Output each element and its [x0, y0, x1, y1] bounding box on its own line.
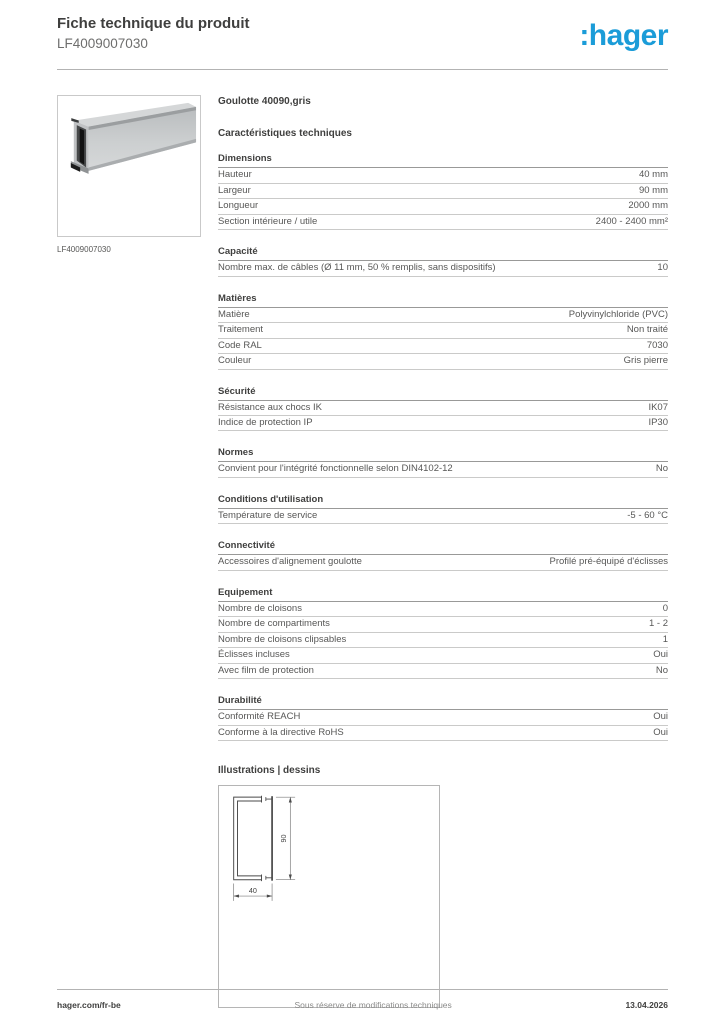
- spec-value: 7030: [646, 339, 668, 351]
- spec-label: Avec film de protection: [218, 664, 314, 676]
- product-image: [57, 95, 201, 237]
- spec-row: [218, 633, 668, 648]
- trunking-render-image: [58, 96, 200, 236]
- spec-row: [218, 215, 668, 230]
- spec-row: [218, 416, 668, 431]
- footer-disclaimer: Sous réserve de modifications techniques: [294, 1000, 452, 1010]
- technical-drawing: [218, 785, 440, 1008]
- spec-label: Longueur: [218, 200, 259, 212]
- spec-value: 0: [662, 602, 668, 614]
- drawing-height-label: 90: [279, 834, 288, 843]
- footer-website: hager.com/fr-be: [57, 1000, 121, 1010]
- spec-value: Profilé pré-équipé d'éclisses: [549, 556, 668, 568]
- spec-section: [218, 153, 668, 230]
- spec-label: Matière: [218, 308, 250, 320]
- spec-row: [218, 401, 668, 416]
- product-reference: LF4009007030: [57, 35, 148, 51]
- illustrations-heading: Illustrations | dessins: [218, 765, 321, 777]
- specs-heading: Caractéristiques techniques: [218, 128, 352, 140]
- spec-section: [218, 695, 668, 741]
- spec-row: [218, 617, 668, 632]
- hager-logo: :hager: [579, 19, 668, 52]
- spec-section: [218, 540, 668, 570]
- document-footer: [0, 989, 724, 1024]
- spec-value: IK07: [648, 401, 668, 413]
- spec-value: Gris pierre: [623, 355, 668, 367]
- spec-row: [218, 555, 668, 570]
- spec-value: IP30: [648, 416, 668, 428]
- spec-label: Nombre de cloisons clipsables: [218, 633, 347, 645]
- spec-value: 2000 mm: [628, 200, 668, 212]
- spec-section: [218, 587, 668, 679]
- spec-row: [218, 509, 668, 524]
- spec-row: [218, 199, 668, 214]
- spec-label: Nombre de compartiments: [218, 618, 330, 630]
- spec-value: Oui: [653, 726, 668, 738]
- spec-section-title: Matières: [218, 293, 668, 308]
- spec-row: [218, 664, 668, 679]
- spec-label: Résistance aux chocs IK: [218, 401, 323, 413]
- spec-label: Nombre de cloisons: [218, 602, 302, 614]
- spec-value: Oui: [653, 711, 668, 723]
- spec-row: [218, 602, 668, 617]
- spec-value: 90 mm: [638, 184, 668, 196]
- spec-sections: [218, 153, 668, 741]
- spec-section-title: Conditions d'utilisation: [218, 494, 668, 509]
- spec-section: [218, 494, 668, 524]
- spec-section: [218, 386, 668, 432]
- footer-row: [0, 990, 724, 1024]
- spec-label: Largeur: [218, 184, 251, 196]
- spec-value: Non traité: [626, 324, 668, 336]
- spec-label: Indice de protection IP: [218, 416, 313, 428]
- content: [0, 70, 724, 1008]
- spec-row: [218, 323, 668, 338]
- cross-section-drawing: [226, 791, 322, 907]
- spec-label: Traitement: [218, 324, 264, 336]
- product-details-column: [218, 95, 668, 1008]
- spec-value: No: [655, 463, 668, 475]
- spec-label: Éclisses incluses: [218, 649, 290, 661]
- spec-row: [218, 308, 668, 323]
- spec-row: [218, 261, 668, 276]
- spec-label: Section intérieure / utile: [218, 215, 318, 227]
- drawing-width-label: 40: [248, 886, 257, 896]
- footer-date: 13.04.2026: [625, 1000, 668, 1010]
- spec-label: Code RAL: [218, 339, 262, 351]
- spec-section-title: Equipement: [218, 587, 668, 602]
- spec-section: [218, 246, 668, 276]
- product-name: Goulotte 40090,gris: [218, 96, 311, 108]
- spec-row: [218, 726, 668, 741]
- spec-value: 2400 - 2400 mm²: [595, 215, 668, 227]
- spec-section: [218, 447, 668, 477]
- spec-value: 1 - 2: [648, 618, 668, 630]
- product-image-column: [57, 95, 201, 1008]
- spec-label: Température de service: [218, 509, 318, 521]
- spec-value: 40 mm: [638, 169, 668, 181]
- spec-label: Convient pour l'intégrité fonctionnelle selon DIN4102-12: [218, 463, 453, 475]
- document-title: Fiche technique du produit: [57, 15, 250, 32]
- spec-row: [218, 184, 668, 199]
- spec-section-title: Durabilité: [218, 695, 668, 710]
- spec-row: [218, 354, 668, 369]
- document-header: [0, 0, 724, 52]
- product-image-caption: LF4009007030: [57, 245, 111, 255]
- spec-label: Nombre max. de câbles (Ø 11 mm, 50 % remplis, sans dispositifs): [218, 262, 496, 274]
- spec-label: Accessoires d'alignement goulotte: [218, 556, 362, 568]
- spec-label: Hauteur: [218, 169, 252, 181]
- spec-value: 10: [657, 262, 668, 274]
- spec-row: [218, 168, 668, 183]
- spec-row: [218, 710, 668, 725]
- spec-section-title: Dimensions: [218, 153, 668, 168]
- spec-row: [218, 339, 668, 354]
- spec-value: -5 - 60 °C: [627, 509, 668, 521]
- spec-section-title: Capacité: [218, 246, 668, 261]
- spec-value: 1: [662, 633, 668, 645]
- spec-row: [218, 648, 668, 663]
- spec-section-title: Sécurité: [218, 386, 668, 401]
- spec-label: Conformité REACH: [218, 711, 301, 723]
- spec-row: [218, 462, 668, 477]
- header-text-block: [57, 15, 250, 52]
- spec-section-title: Connectivité: [218, 540, 668, 555]
- spec-value: Polyvinylchloride (PVC): [568, 308, 668, 320]
- spec-value: Oui: [653, 649, 668, 661]
- spec-label: Couleur: [218, 355, 252, 367]
- spec-label: Conforme à la directive RoHS: [218, 726, 344, 738]
- spec-value: No: [655, 664, 668, 676]
- spec-section-title: Normes: [218, 447, 668, 462]
- spec-section: [218, 293, 668, 370]
